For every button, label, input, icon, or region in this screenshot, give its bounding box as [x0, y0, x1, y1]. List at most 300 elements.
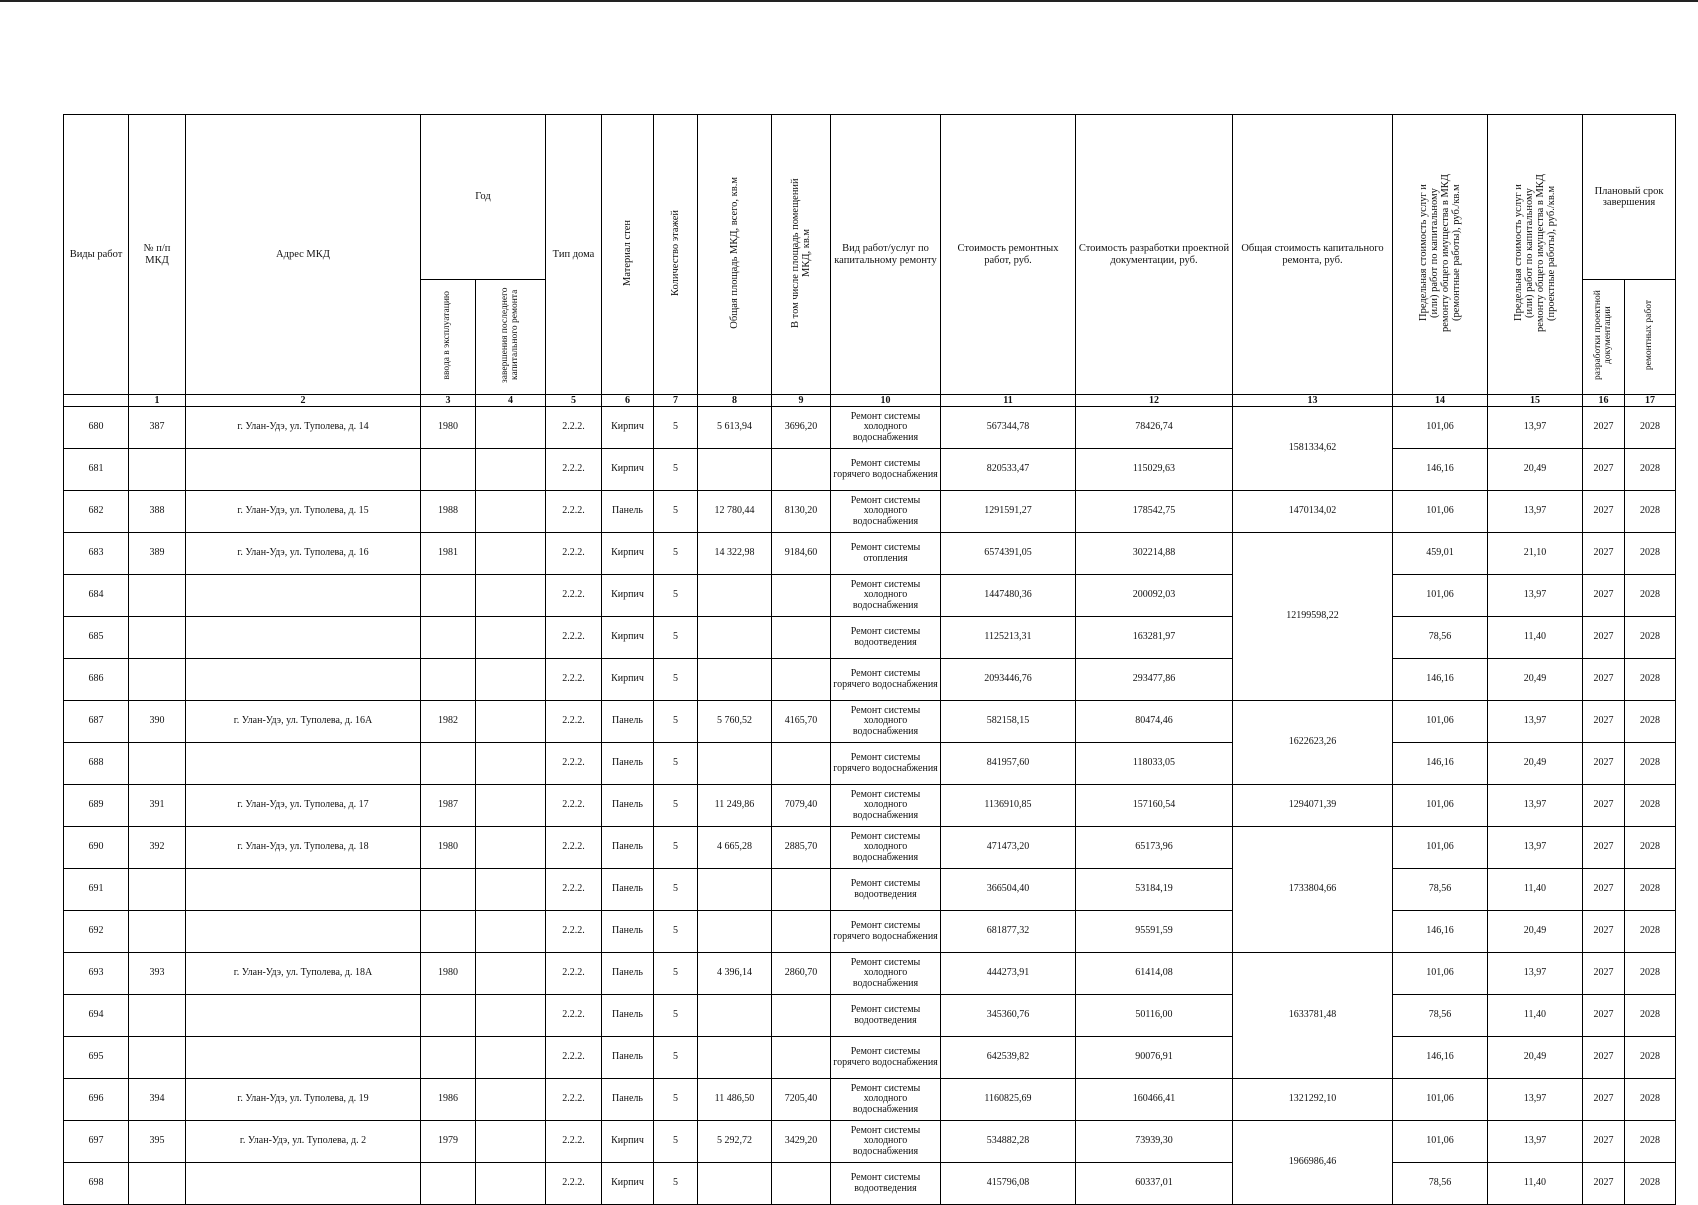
column-number: 6	[602, 395, 654, 407]
row-address	[186, 1037, 421, 1079]
row-pred-rem: 78,56	[1393, 869, 1488, 911]
row-year-vvod	[421, 869, 476, 911]
row-stoim-rem: 642539,82	[941, 1037, 1076, 1079]
row-pred-rem: 101,06	[1393, 407, 1488, 449]
row-stoim-rem: 841957,60	[941, 743, 1076, 785]
row-srok-proekt: 2027	[1583, 701, 1625, 743]
row-year-kap	[476, 575, 546, 617]
row-vid: 683	[64, 533, 129, 575]
row-pred-rem: 78,56	[1393, 995, 1488, 1037]
row-tip: 2.2.2.	[546, 995, 602, 1037]
row-vid: 690	[64, 827, 129, 869]
row-ploshad-pom: 3429,20	[772, 1121, 831, 1163]
row-etazhi: 5	[654, 617, 698, 659]
row-stoim-proekt: 118033,05	[1076, 743, 1233, 785]
row-tip: 2.2.2.	[546, 785, 602, 827]
row-material: Кирпич	[602, 449, 654, 491]
header-tip-doma: Тип дома	[546, 115, 602, 395]
row-tip: 2.2.2.	[546, 1037, 602, 1079]
row-year-kap	[476, 407, 546, 449]
row-address: г. Улан-Удэ, ул. Туполева, д. 2	[186, 1121, 421, 1163]
top-border-line	[0, 0, 1698, 2]
row-work-type: Ремонт системы водоотведения	[831, 869, 941, 911]
row-address: г. Улан-Удэ, ул. Туполева, д. 17	[186, 785, 421, 827]
header-adres: Адрес МКД	[186, 115, 421, 395]
row-srok-rem: 2028	[1625, 869, 1676, 911]
row-total: 1633781,48	[1233, 953, 1393, 1079]
row-pred-rem: 101,06	[1393, 491, 1488, 533]
row-ploshad	[698, 449, 772, 491]
table-row	[64, 827, 1676, 869]
row-address: г. Улан-Удэ, ул. Туполева, д. 18	[186, 827, 421, 869]
capital-repair-table	[63, 114, 1676, 1205]
row-ploshad	[698, 995, 772, 1037]
row-stoim-proekt: 65173,96	[1076, 827, 1233, 869]
row-ploshad	[698, 659, 772, 701]
row-ploshad-pom	[772, 995, 831, 1037]
row-address: г. Улан-Удэ, ул. Туполева, д. 16А	[186, 701, 421, 743]
row-total: 1470134,02	[1233, 491, 1393, 533]
row-pred-proekt: 13,97	[1488, 701, 1583, 743]
row-srok-proekt: 2027	[1583, 533, 1625, 575]
row-srok-rem: 2028	[1625, 785, 1676, 827]
row-srok-proekt: 2027	[1583, 1121, 1625, 1163]
row-vid: 693	[64, 953, 129, 995]
row-year-vvod: 1986	[421, 1079, 476, 1121]
row-tip: 2.2.2.	[546, 533, 602, 575]
row-tip: 2.2.2.	[546, 1079, 602, 1121]
row-year-kap	[476, 1037, 546, 1079]
row-stoim-proekt: 293477,86	[1076, 659, 1233, 701]
row-srok-proekt: 2027	[1583, 911, 1625, 953]
row-address: г. Улан-Удэ, ул. Туполева, д. 14	[186, 407, 421, 449]
table-row	[64, 995, 1676, 1037]
row-work-type: Ремонт системы отопления	[831, 533, 941, 575]
row-ploshad: 4 665,28	[698, 827, 772, 869]
row-nomer	[129, 617, 186, 659]
row-pred-rem: 101,06	[1393, 953, 1488, 995]
row-nomer: 387	[129, 407, 186, 449]
header-etazhi: Количество этажей	[654, 115, 698, 395]
column-number: 4	[476, 395, 546, 407]
row-stoim-proekt: 90076,91	[1076, 1037, 1233, 1079]
row-srok-rem: 2028	[1625, 701, 1676, 743]
row-stoim-rem: 345360,76	[941, 995, 1076, 1037]
column-number: 16	[1583, 395, 1625, 407]
row-etazhi: 5	[654, 785, 698, 827]
column-number: 14	[1393, 395, 1488, 407]
row-stoim-rem: 582158,15	[941, 701, 1076, 743]
column-number: 5	[546, 395, 602, 407]
row-year-kap	[476, 911, 546, 953]
row-stoim-proekt: 95591,59	[1076, 911, 1233, 953]
table-row	[64, 785, 1676, 827]
row-pred-proekt: 20,49	[1488, 911, 1583, 953]
row-pred-rem: 101,06	[1393, 1121, 1488, 1163]
row-vid: 692	[64, 911, 129, 953]
row-year-vvod: 1982	[421, 701, 476, 743]
row-pred-rem: 146,16	[1393, 659, 1488, 701]
row-year-vvod	[421, 1037, 476, 1079]
row-ploshad-pom: 8130,20	[772, 491, 831, 533]
row-nomer	[129, 659, 186, 701]
row-work-type: Ремонт системы холодного водоснабжения	[831, 785, 941, 827]
column-number: 10	[831, 395, 941, 407]
row-tip: 2.2.2.	[546, 617, 602, 659]
row-srok-proekt: 2027	[1583, 953, 1625, 995]
row-address	[186, 449, 421, 491]
column-number: 12	[1076, 395, 1233, 407]
row-address	[186, 869, 421, 911]
header-srok-proekt: разработки проектной документации	[1583, 280, 1625, 395]
row-srok-rem: 2028	[1625, 1079, 1676, 1121]
row-ploshad-pom: 2885,70	[772, 827, 831, 869]
row-work-type: Ремонт системы холодного водоснабжения	[831, 1121, 941, 1163]
row-srok-proekt: 2027	[1583, 575, 1625, 617]
row-etazhi: 5	[654, 491, 698, 533]
row-ploshad-pom	[772, 743, 831, 785]
row-material: Кирпич	[602, 617, 654, 659]
row-material: Панель	[602, 743, 654, 785]
row-total: 1733804,66	[1233, 827, 1393, 953]
row-work-type: Ремонт системы холодного водоснабжения	[831, 953, 941, 995]
row-total: 12199598,22	[1233, 533, 1393, 701]
row-vid: 689	[64, 785, 129, 827]
row-pred-proekt: 11,40	[1488, 617, 1583, 659]
row-ploshad-pom: 7205,40	[772, 1079, 831, 1121]
row-address: г. Улан-Удэ, ул. Туполева, д. 18А	[186, 953, 421, 995]
row-etazhi: 5	[654, 1037, 698, 1079]
row-stoim-rem: 6574391,05	[941, 533, 1076, 575]
row-pred-rem: 101,06	[1393, 827, 1488, 869]
row-total: 1321292,10	[1233, 1079, 1393, 1121]
row-stoim-proekt: 80474,46	[1076, 701, 1233, 743]
row-address	[186, 995, 421, 1037]
row-srok-proekt: 2027	[1583, 407, 1625, 449]
column-number: 1	[129, 395, 186, 407]
row-vid: 697	[64, 1121, 129, 1163]
row-total: 1966986,46	[1233, 1121, 1393, 1205]
row-vid: 691	[64, 869, 129, 911]
row-srok-rem: 2028	[1625, 659, 1676, 701]
row-address: г. Улан-Удэ, ул. Туполева, д. 15	[186, 491, 421, 533]
row-srok-proekt: 2027	[1583, 1079, 1625, 1121]
row-tip: 2.2.2.	[546, 449, 602, 491]
row-tip: 2.2.2.	[546, 1121, 602, 1163]
row-srok-rem: 2028	[1625, 407, 1676, 449]
column-numbers-row	[64, 395, 1676, 407]
row-tip: 2.2.2.	[546, 575, 602, 617]
row-tip: 2.2.2.	[546, 1163, 602, 1205]
row-pred-proekt: 20,49	[1488, 1037, 1583, 1079]
row-stoim-proekt: 73939,30	[1076, 1121, 1233, 1163]
row-nomer: 389	[129, 533, 186, 575]
row-etazhi: 5	[654, 659, 698, 701]
row-total: 1294071,39	[1233, 785, 1393, 827]
row-srok-rem: 2028	[1625, 1037, 1676, 1079]
row-year-kap	[476, 869, 546, 911]
row-year-vvod: 1987	[421, 785, 476, 827]
row-tip: 2.2.2.	[546, 659, 602, 701]
row-pred-proekt: 13,97	[1488, 953, 1583, 995]
row-nomer: 390	[129, 701, 186, 743]
row-srok-rem: 2028	[1625, 995, 1676, 1037]
row-work-type: Ремонт системы холодного водоснабжения	[831, 575, 941, 617]
row-srok-rem: 2028	[1625, 575, 1676, 617]
row-srok-rem: 2028	[1625, 953, 1676, 995]
row-ploshad: 14 322,98	[698, 533, 772, 575]
row-tip: 2.2.2.	[546, 827, 602, 869]
row-total: 1581334,62	[1233, 407, 1393, 491]
row-pred-proekt: 13,97	[1488, 491, 1583, 533]
row-ploshad	[698, 743, 772, 785]
table-row	[64, 1037, 1676, 1079]
row-srok-proekt: 2027	[1583, 995, 1625, 1037]
row-nomer: 388	[129, 491, 186, 533]
header-pred-proekt: Предельная стоимость услуг и (или) работ по капитальному ремонту общего имущества в МКД (проектные работы), руб./кв.м	[1488, 115, 1583, 395]
row-year-vvod	[421, 617, 476, 659]
row-tip: 2.2.2.	[546, 407, 602, 449]
row-pred-proekt: 20,49	[1488, 743, 1583, 785]
row-year-kap	[476, 701, 546, 743]
row-year-vvod	[421, 575, 476, 617]
row-year-kap	[476, 743, 546, 785]
row-total: 1622623,26	[1233, 701, 1393, 785]
row-ploshad-pom: 3696,20	[772, 407, 831, 449]
row-ploshad-pom	[772, 1163, 831, 1205]
header-ploshad-pom: В том числе площадь помещений МКД, кв.м	[772, 115, 831, 395]
row-srok-rem: 2028	[1625, 743, 1676, 785]
row-work-type: Ремонт системы холодного водоснабжения	[831, 407, 941, 449]
row-stoim-rem: 2093446,76	[941, 659, 1076, 701]
row-work-type: Ремонт системы горячего водоснабжения	[831, 743, 941, 785]
row-srok-proekt: 2027	[1583, 491, 1625, 533]
header-srok: Плановый срок завершения	[1583, 115, 1676, 280]
row-pred-rem: 101,06	[1393, 1079, 1488, 1121]
row-material: Кирпич	[602, 659, 654, 701]
row-pred-rem: 146,16	[1393, 911, 1488, 953]
row-year-vvod	[421, 1163, 476, 1205]
row-stoim-rem: 567344,78	[941, 407, 1076, 449]
row-work-type: Ремонт системы горячего водоснабжения	[831, 911, 941, 953]
row-stoim-proekt: 157160,54	[1076, 785, 1233, 827]
row-etazhi: 5	[654, 1163, 698, 1205]
row-pred-proekt: 21,10	[1488, 533, 1583, 575]
row-vid: 688	[64, 743, 129, 785]
row-stoim-proekt: 78426,74	[1076, 407, 1233, 449]
row-nomer	[129, 995, 186, 1037]
row-ploshad-pom: 2860,70	[772, 953, 831, 995]
row-pred-proekt: 13,97	[1488, 575, 1583, 617]
row-work-type: Ремонт системы водоотведения	[831, 995, 941, 1037]
header-god-kap: завершения последнего капитального ремонта	[476, 280, 546, 395]
row-srok-rem: 2028	[1625, 1163, 1676, 1205]
row-ploshad: 5 613,94	[698, 407, 772, 449]
row-nomer: 393	[129, 953, 186, 995]
row-srok-proekt: 2027	[1583, 1163, 1625, 1205]
row-year-kap	[476, 1163, 546, 1205]
row-pred-rem: 146,16	[1393, 743, 1488, 785]
row-address	[186, 617, 421, 659]
column-number: 3	[421, 395, 476, 407]
row-ploshad: 11 249,86	[698, 785, 772, 827]
row-material: Панель	[602, 785, 654, 827]
row-etazhi: 5	[654, 407, 698, 449]
row-vid: 681	[64, 449, 129, 491]
row-pred-rem: 101,06	[1393, 575, 1488, 617]
row-material: Кирпич	[602, 1163, 654, 1205]
row-etazhi: 5	[654, 911, 698, 953]
row-year-kap	[476, 953, 546, 995]
row-stoim-rem: 1447480,36	[941, 575, 1076, 617]
row-pred-rem: 101,06	[1393, 701, 1488, 743]
row-year-kap	[476, 449, 546, 491]
row-stoim-rem: 681877,32	[941, 911, 1076, 953]
row-ploshad	[698, 617, 772, 659]
row-year-vvod	[421, 995, 476, 1037]
header-obsh-stoim: Общая стоимость капитального ремонта, руб.	[1233, 115, 1393, 395]
row-nomer: 392	[129, 827, 186, 869]
row-srok-proekt: 2027	[1583, 869, 1625, 911]
table-row	[64, 407, 1676, 449]
row-work-type: Ремонт системы холодного водоснабжения	[831, 1079, 941, 1121]
row-srok-proekt: 2027	[1583, 827, 1625, 869]
row-srok-rem: 2028	[1625, 1121, 1676, 1163]
row-address	[186, 911, 421, 953]
row-address	[186, 659, 421, 701]
table-row	[64, 659, 1676, 701]
row-nomer: 394	[129, 1079, 186, 1121]
row-stoim-rem: 415796,08	[941, 1163, 1076, 1205]
row-etazhi: 5	[654, 743, 698, 785]
row-tip: 2.2.2.	[546, 869, 602, 911]
row-ploshad-pom	[772, 575, 831, 617]
row-year-vvod: 1979	[421, 1121, 476, 1163]
row-srok-rem: 2028	[1625, 617, 1676, 659]
row-ploshad	[698, 911, 772, 953]
row-etazhi: 5	[654, 1121, 698, 1163]
row-stoim-rem: 1291591,27	[941, 491, 1076, 533]
row-vid: 686	[64, 659, 129, 701]
row-ploshad: 12 780,44	[698, 491, 772, 533]
row-ploshad-pom	[772, 617, 831, 659]
row-stoim-rem: 1160825,69	[941, 1079, 1076, 1121]
row-year-vvod: 1981	[421, 533, 476, 575]
row-year-vvod: 1980	[421, 827, 476, 869]
header-vid-rabot: Виды работ	[64, 115, 129, 395]
row-stoim-rem: 471473,20	[941, 827, 1076, 869]
row-work-type: Ремонт системы водоотведения	[831, 617, 941, 659]
row-srok-proekt: 2027	[1583, 659, 1625, 701]
row-pred-proekt: 13,97	[1488, 1079, 1583, 1121]
column-number: 7	[654, 395, 698, 407]
row-address	[186, 743, 421, 785]
row-material: Панель	[602, 995, 654, 1037]
row-ploshad: 11 486,50	[698, 1079, 772, 1121]
row-ploshad	[698, 1163, 772, 1205]
row-ploshad-pom	[772, 449, 831, 491]
row-pred-proekt: 20,49	[1488, 659, 1583, 701]
row-nomer: 391	[129, 785, 186, 827]
row-pred-rem: 78,56	[1393, 1163, 1488, 1205]
row-work-type: Ремонт системы холодного водоснабжения	[831, 827, 941, 869]
row-nomer	[129, 575, 186, 617]
table-row	[64, 1079, 1676, 1121]
header-vid-uslug: Вид работ/услуг по капитальному ремонту	[831, 115, 941, 395]
table-row	[64, 1163, 1676, 1205]
header-nomer-mkd: № п/п МКД	[129, 115, 186, 395]
column-number: 2	[186, 395, 421, 407]
row-ploshad: 4 396,14	[698, 953, 772, 995]
row-stoim-proekt: 160466,41	[1076, 1079, 1233, 1121]
row-pred-rem: 146,16	[1393, 449, 1488, 491]
row-address: г. Улан-Удэ, ул. Туполева, д. 16	[186, 533, 421, 575]
row-srok-proekt: 2027	[1583, 743, 1625, 785]
row-year-vvod	[421, 659, 476, 701]
row-vid: 696	[64, 1079, 129, 1121]
row-stoim-proekt: 60337,01	[1076, 1163, 1233, 1205]
row-stoim-proekt: 50116,00	[1076, 995, 1233, 1037]
row-tip: 2.2.2.	[546, 953, 602, 995]
table-row	[64, 911, 1676, 953]
row-material: Панель	[602, 1037, 654, 1079]
row-year-kap	[476, 995, 546, 1037]
column-number: 8	[698, 395, 772, 407]
row-srok-rem: 2028	[1625, 449, 1676, 491]
row-nomer: 395	[129, 1121, 186, 1163]
row-srok-proekt: 2027	[1583, 617, 1625, 659]
row-material: Панель	[602, 1079, 654, 1121]
row-year-kap	[476, 617, 546, 659]
row-pred-proekt: 11,40	[1488, 1163, 1583, 1205]
row-year-vvod	[421, 449, 476, 491]
row-work-type: Ремонт системы горячего водоснабжения	[831, 449, 941, 491]
row-vid: 687	[64, 701, 129, 743]
row-vid: 685	[64, 617, 129, 659]
row-nomer	[129, 449, 186, 491]
row-material: Кирпич	[602, 407, 654, 449]
table-row	[64, 449, 1676, 491]
row-stoim-rem: 820533,47	[941, 449, 1076, 491]
row-ploshad-pom: 7079,40	[772, 785, 831, 827]
row-pred-proekt: 11,40	[1488, 995, 1583, 1037]
header-ploshad-obsh: Общая площадь МКД, всего, кв.м	[698, 115, 772, 395]
row-etazhi: 5	[654, 701, 698, 743]
row-address	[186, 575, 421, 617]
row-ploshad-pom: 9184,60	[772, 533, 831, 575]
row-material: Кирпич	[602, 1121, 654, 1163]
row-etazhi: 5	[654, 953, 698, 995]
row-srok-proekt: 2027	[1583, 785, 1625, 827]
row-year-kap	[476, 659, 546, 701]
row-pred-proekt: 13,97	[1488, 407, 1583, 449]
row-year-kap	[476, 1121, 546, 1163]
row-srok-proekt: 2027	[1583, 449, 1625, 491]
column-number: 9	[772, 395, 831, 407]
header-god: Год	[421, 115, 546, 280]
row-etazhi: 5	[654, 449, 698, 491]
row-pred-proekt: 13,97	[1488, 1121, 1583, 1163]
row-work-type: Ремонт системы горячего водоснабжения	[831, 659, 941, 701]
table-row	[64, 701, 1676, 743]
row-stoim-rem: 1136910,85	[941, 785, 1076, 827]
header-stoim-rem: Стоимость ремонтных работ, руб.	[941, 115, 1076, 395]
row-ploshad-pom	[772, 911, 831, 953]
row-stoim-proekt: 61414,08	[1076, 953, 1233, 995]
row-vid: 682	[64, 491, 129, 533]
header-pred-rem: Предельная стоимость услуг и (или) работ по капитальному ремонту общего имущества в МКД (ремонтные работы), руб./кв.м	[1393, 115, 1488, 395]
row-material: Панель	[602, 701, 654, 743]
